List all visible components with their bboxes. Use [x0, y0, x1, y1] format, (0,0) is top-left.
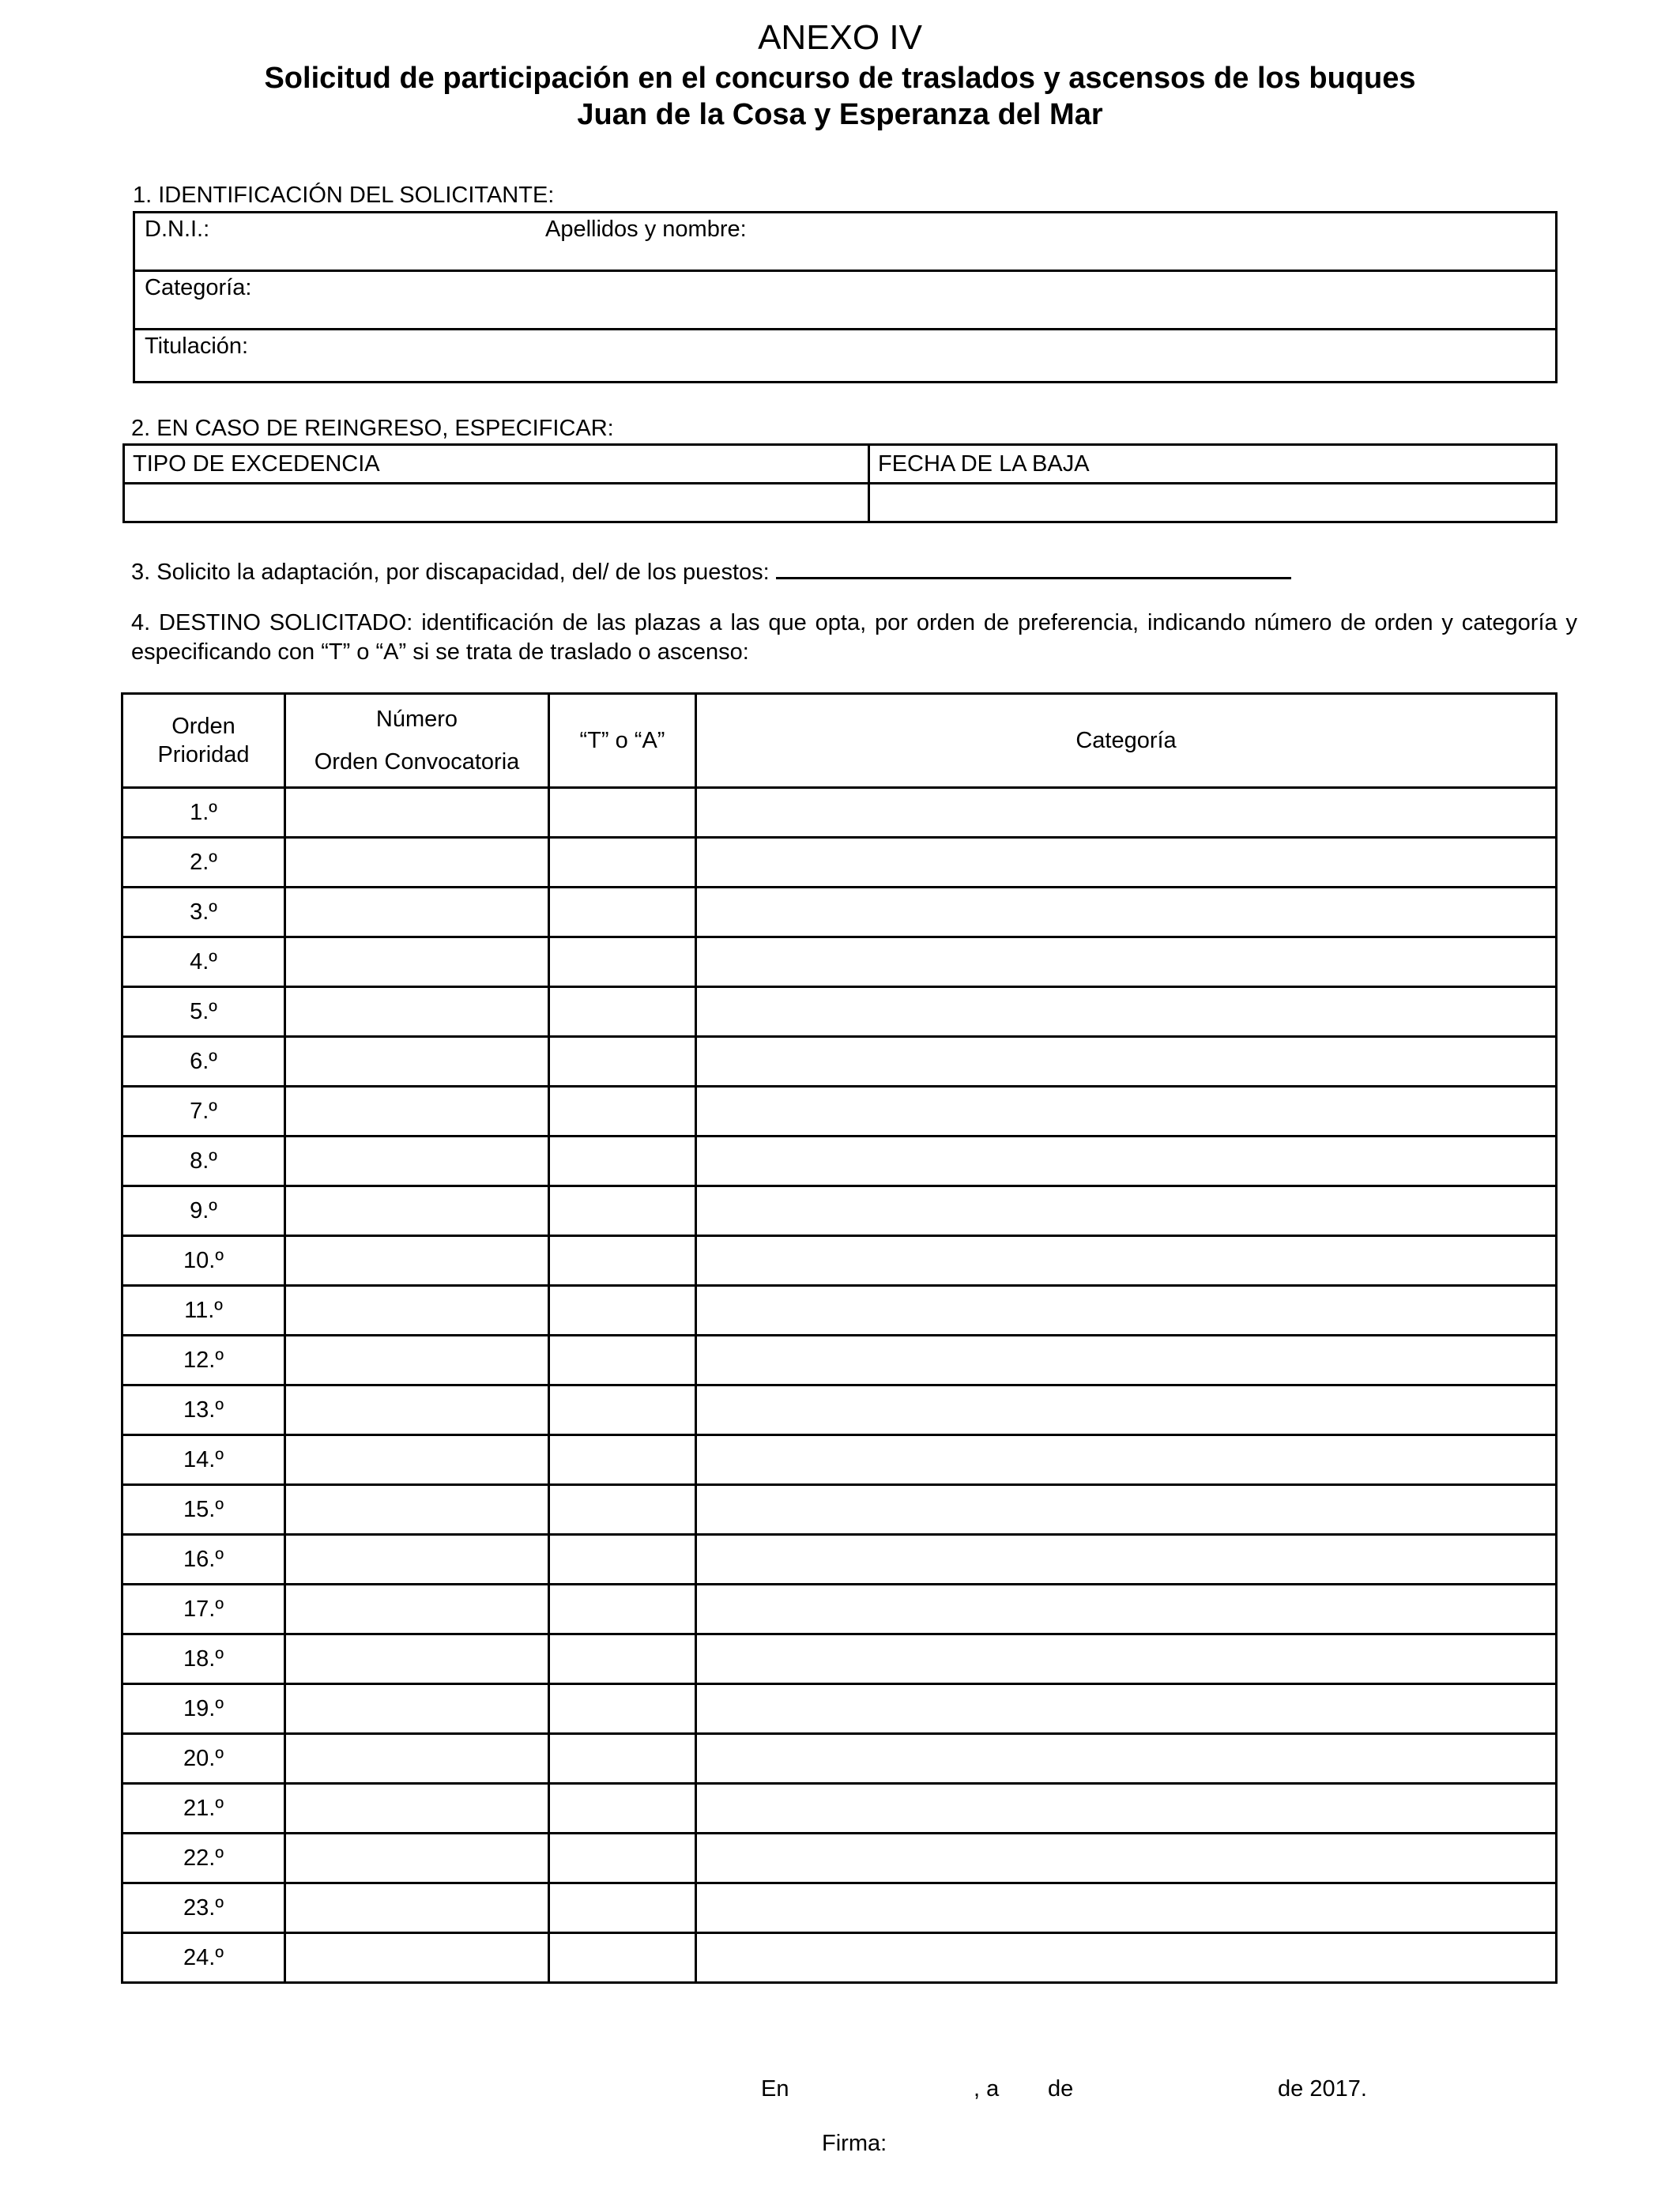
transfer-or-promotion-cell[interactable] — [549, 1883, 696, 1933]
table-row — [122, 1087, 1557, 1137]
category-cell[interactable] — [696, 1485, 1557, 1535]
call-number-cell[interactable] — [285, 1236, 549, 1286]
table-row — [122, 1634, 1557, 1684]
disability-positions-field[interactable] — [776, 555, 1291, 579]
transfer-or-promotion-cell[interactable] — [549, 1684, 696, 1734]
category-label: Categoría: — [145, 275, 252, 300]
row-order-label: 3.º — [122, 888, 285, 937]
table-row — [122, 1734, 1557, 1784]
row-order-label: 5.º — [122, 987, 285, 1037]
transfer-or-promotion-cell[interactable] — [549, 1137, 696, 1186]
call-number-cell[interactable] — [285, 1485, 549, 1535]
row-order-label: 4.º — [122, 937, 285, 987]
row-order-label: 9.º — [122, 1186, 285, 1236]
call-number-cell[interactable] — [285, 1087, 549, 1137]
row-order-label: 7.º — [122, 1087, 285, 1137]
transfer-or-promotion-cell[interactable] — [549, 788, 696, 838]
table-row — [122, 888, 1557, 937]
row-order-label: 20.º — [122, 1734, 285, 1784]
transfer-or-promotion-cell[interactable] — [549, 1385, 696, 1435]
call-number-cell[interactable] — [285, 1535, 549, 1585]
row-order-label: 24.º — [122, 1933, 285, 1983]
category-cell[interactable] — [696, 1585, 1557, 1634]
call-number-cell[interactable] — [285, 1834, 549, 1883]
table-row — [122, 1485, 1557, 1535]
row-order-label: 8.º — [122, 1137, 285, 1186]
table-row — [122, 937, 1557, 987]
table-row — [122, 1933, 1557, 1983]
category-cell[interactable] — [696, 1336, 1557, 1385]
table-header-row — [122, 694, 1557, 788]
category-cell[interactable] — [696, 1137, 1557, 1186]
row-order-label: 12.º — [122, 1336, 285, 1385]
leave-type-field[interactable] — [124, 484, 869, 522]
category-cell[interactable] — [696, 1037, 1557, 1087]
row-order-label: 17.º — [122, 1585, 285, 1634]
leave-type-header: TIPO DE EXCEDENCIA — [124, 445, 869, 484]
transfer-or-promotion-cell[interactable] — [549, 1435, 696, 1485]
category-cell[interactable] — [696, 1883, 1557, 1933]
category-cell[interactable] — [696, 1734, 1557, 1784]
dni-label: D.N.I.: — [145, 217, 210, 242]
row-order-label: 18.º — [122, 1634, 285, 1684]
call-number-header: Número Orden Convocatoria — [285, 694, 549, 788]
transfer-or-promotion-cell[interactable] — [549, 1585, 696, 1634]
transfer-or-promotion-cell[interactable] — [549, 1087, 696, 1137]
transfer-or-promotion-cell[interactable] — [549, 1286, 696, 1336]
footer-a: , a — [974, 2076, 1000, 2102]
dni-name-row[interactable] — [135, 213, 1555, 272]
call-number-cell[interactable] — [285, 1585, 549, 1634]
footer-de: de — [1048, 2076, 1074, 2102]
category-cell[interactable] — [696, 1186, 1557, 1236]
call-number-cell[interactable] — [285, 1883, 549, 1933]
category-cell[interactable] — [696, 788, 1557, 838]
category-header: Categoría — [696, 694, 1557, 788]
category-row[interactable] — [135, 270, 1555, 330]
row-order-label: 15.º — [122, 1485, 285, 1535]
table-row — [122, 1535, 1557, 1585]
transfer-or-promotion-cell[interactable] — [549, 1784, 696, 1834]
row-order-label: 11.º — [122, 1286, 285, 1336]
document-title: ANEXO IV — [758, 18, 922, 57]
table-row — [122, 1336, 1557, 1385]
transfer-or-promotion-cell[interactable] — [549, 838, 696, 888]
footer-en: En — [761, 2076, 789, 2102]
degree-label: Titulación: — [145, 334, 249, 359]
transfer-or-promotion-cell[interactable] — [549, 1734, 696, 1784]
transfer-or-promotion-cell[interactable] — [549, 937, 696, 987]
row-order-label: 16.º — [122, 1535, 285, 1585]
name-label: Apellidos y nombre: — [545, 217, 747, 242]
category-cell[interactable] — [696, 1435, 1557, 1485]
category-cell[interactable] — [696, 1634, 1557, 1684]
transfer-or-promotion-cell[interactable] — [549, 1634, 696, 1684]
call-number-cell[interactable] — [285, 1186, 549, 1236]
degree-row[interactable] — [135, 328, 1555, 386]
table-row — [122, 1784, 1557, 1834]
call-number-cell[interactable] — [285, 1336, 549, 1385]
category-cell[interactable] — [696, 1385, 1557, 1435]
transfer-or-promotion-header: “T” o “A” — [549, 694, 696, 788]
row-order-label: 13.º — [122, 1385, 285, 1435]
call-number-cell[interactable] — [285, 838, 549, 888]
category-cell[interactable] — [696, 838, 1557, 888]
table-row — [122, 1585, 1557, 1634]
transfer-or-promotion-cell[interactable] — [549, 1336, 696, 1385]
section1-heading: 1. IDENTIFICACIÓN DEL SOLICITANTE: — [133, 183, 555, 208]
section4-text: 4. DESTINO SOLICITADO: identificación de las plazas a las que opta, por orden de preferencia, indicando número de orden y categoría y especificando con “T” o “A” si se trata de traslado o ascenso: — [131, 610, 1577, 665]
table-row — [122, 1186, 1557, 1236]
call-number-cell[interactable] — [285, 1784, 549, 1834]
row-order-label: 23.º — [122, 1883, 285, 1933]
table-row — [122, 1037, 1557, 1087]
row-order-label: 1.º — [122, 788, 285, 838]
table-row — [122, 987, 1557, 1037]
category-cell[interactable] — [696, 1784, 1557, 1834]
call-number-cell[interactable] — [285, 1037, 549, 1087]
signature-label: Firma: — [822, 2131, 887, 2156]
call-number-cell[interactable] — [285, 937, 549, 987]
category-cell[interactable] — [696, 1535, 1557, 1585]
category-cell[interactable] — [696, 1834, 1557, 1883]
call-number-cell[interactable] — [285, 1286, 549, 1336]
transfer-or-promotion-cell[interactable] — [549, 987, 696, 1037]
row-order-label: 22.º — [122, 1834, 285, 1883]
document-subtitle-line1: Solicitud de participación en el concurso de traslados y ascensos de los buques — [264, 62, 1416, 95]
row-order-label: 19.º — [122, 1684, 285, 1734]
call-number-cell[interactable] — [285, 1137, 549, 1186]
call-number-cell[interactable] — [285, 1385, 549, 1435]
category-cell[interactable] — [696, 1933, 1557, 1983]
requested-positions-table — [121, 692, 1558, 1984]
call-number-cell[interactable] — [285, 1634, 549, 1684]
category-cell[interactable] — [696, 987, 1557, 1037]
section2-heading: 2. EN CASO DE REINGRESO, ESPECIFICAR: — [131, 416, 614, 441]
call-number-cell[interactable] — [285, 788, 549, 838]
category-cell[interactable] — [696, 888, 1557, 937]
transfer-or-promotion-cell[interactable] — [549, 1834, 696, 1883]
transfer-or-promotion-cell[interactable] — [549, 1535, 696, 1585]
order-priority-header: Orden Prioridad — [122, 694, 285, 788]
table-row — [122, 838, 1557, 888]
reentry-table — [122, 443, 1558, 523]
table-row — [122, 1385, 1557, 1435]
call-number-cell[interactable] — [285, 1435, 549, 1485]
row-order-label: 21.º — [122, 1784, 285, 1834]
row-order-label: 10.º — [122, 1236, 285, 1286]
call-number-cell[interactable] — [285, 1684, 549, 1734]
leave-date-field[interactable] — [869, 484, 1557, 522]
transfer-or-promotion-cell[interactable] — [549, 1236, 696, 1286]
section3-line — [131, 555, 1291, 586]
table-row — [122, 1435, 1557, 1485]
table-row — [122, 788, 1557, 838]
table-row — [122, 1684, 1557, 1734]
transfer-or-promotion-cell[interactable] — [549, 1485, 696, 1535]
row-order-label: 6.º — [122, 1037, 285, 1087]
transfer-or-promotion-cell[interactable] — [549, 1037, 696, 1087]
call-number-cell[interactable] — [285, 888, 549, 937]
transfer-or-promotion-cell[interactable] — [549, 888, 696, 937]
transfer-or-promotion-cell[interactable] — [549, 1933, 696, 1983]
table-row — [122, 1286, 1557, 1336]
footer-year: de 2017. — [1278, 2076, 1367, 2102]
category-cell[interactable] — [696, 1684, 1557, 1734]
row-order-label: 2.º — [122, 838, 285, 888]
category-cell[interactable] — [696, 1286, 1557, 1336]
table-row — [122, 1137, 1557, 1186]
category-cell[interactable] — [696, 1236, 1557, 1286]
document-subtitle-line2: Juan de la Cosa y Esperanza del Mar — [577, 98, 1103, 131]
section3-text: 3. Solicito la adaptación, por discapacidad, del/ de los puestos: — [131, 560, 770, 585]
table-row — [122, 1834, 1557, 1883]
applicant-identification-box — [133, 211, 1558, 383]
leave-date-header: FECHA DE LA BAJA — [869, 445, 1557, 484]
call-number-cell[interactable] — [285, 1734, 549, 1784]
row-order-label: 14.º — [122, 1435, 285, 1485]
call-number-cell[interactable] — [285, 1933, 549, 1983]
category-cell[interactable] — [696, 937, 1557, 987]
table-row — [122, 1236, 1557, 1286]
call-number-cell[interactable] — [285, 987, 549, 1037]
category-cell[interactable] — [696, 1087, 1557, 1137]
transfer-or-promotion-cell[interactable] — [549, 1186, 696, 1236]
table-row — [122, 1883, 1557, 1933]
